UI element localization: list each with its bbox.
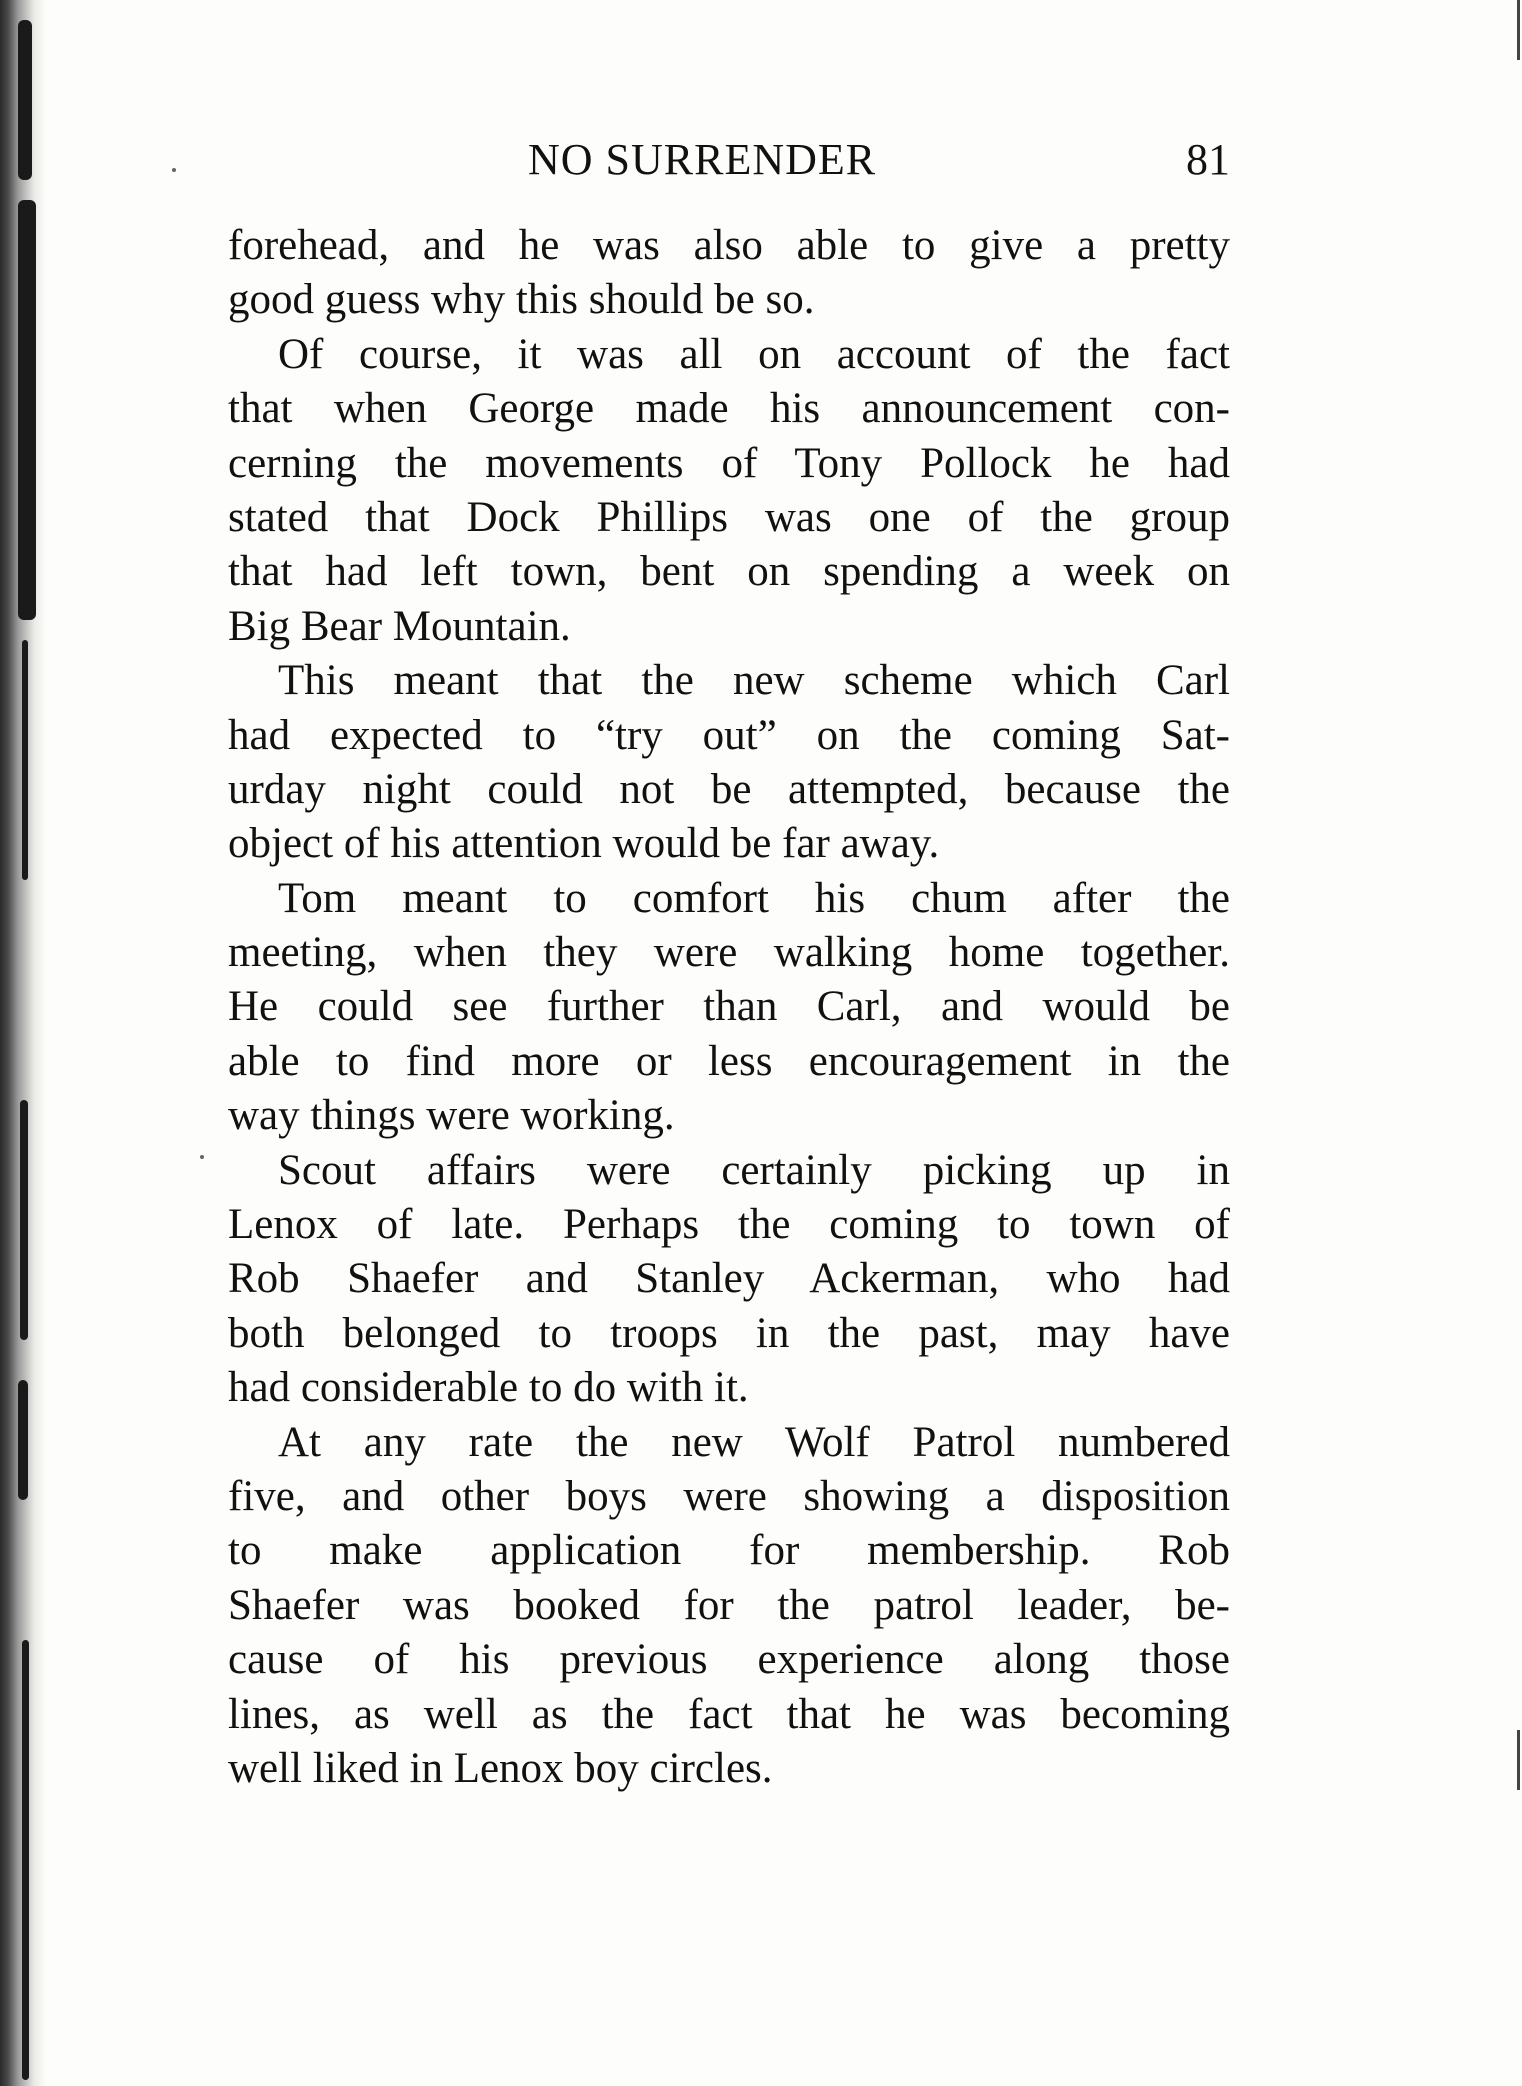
text-line: that had left town, bent on spending a week on bbox=[228, 548, 1230, 596]
text-line: Big Bear Mountain. bbox=[228, 602, 571, 650]
text-line: way things were working. bbox=[228, 1092, 675, 1140]
text-line: had expected to “try out” on the coming Sat- bbox=[228, 711, 1230, 759]
text-line: Scout affairs were certainly picking up in bbox=[278, 1146, 1230, 1194]
scan-speck bbox=[172, 168, 176, 172]
text-line: Rob Shaefer and Stanley Ackerman, who had bbox=[228, 1255, 1230, 1303]
page-number: 81 bbox=[1186, 135, 1230, 184]
text-line: had considerable to do with it. bbox=[228, 1364, 749, 1412]
binding-mark bbox=[20, 1100, 28, 1340]
running-title: NO SURRENDER bbox=[528, 135, 877, 184]
running-header bbox=[228, 130, 1230, 190]
text-line: stated that Dock Phillips was one of the group bbox=[228, 493, 1230, 541]
text-line: forehead, and he was also able to give a pretty bbox=[228, 222, 1230, 269]
text-line: to make application for membership. Rob bbox=[228, 1527, 1230, 1575]
right-edge-mark bbox=[1517, 0, 1520, 60]
text-line: object of his attention would be far away. bbox=[228, 820, 940, 868]
text-line: lines, as well as the fact that he was becoming bbox=[228, 1690, 1230, 1738]
text-line: well liked in Lenox boy circles. bbox=[228, 1744, 773, 1792]
text-line: cerning the movements of Tony Pollock he had bbox=[228, 439, 1230, 487]
text-line: five, and other boys were showing a disposition bbox=[228, 1472, 1230, 1520]
text-line: Tom meant to comfort his chum after the bbox=[278, 874, 1230, 922]
body-text bbox=[228, 219, 1230, 1796]
text-line: meeting, when they were walking home together. bbox=[228, 929, 1230, 977]
scan-speck bbox=[200, 1155, 204, 1159]
binding-mark bbox=[22, 1640, 29, 2080]
text-line: cause of his previous experience along those bbox=[228, 1636, 1230, 1684]
text-line: that when George made his announcement con- bbox=[228, 385, 1230, 433]
text-line: able to find more or less encouragement in the bbox=[228, 1037, 1230, 1085]
text-line: This meant that the new scheme which Carl bbox=[278, 657, 1230, 705]
binding-mark bbox=[18, 1380, 28, 1500]
text-line: both belonged to troops in the past, may have bbox=[228, 1309, 1230, 1357]
text-line: Lenox of late. Perhaps the coming to town of bbox=[228, 1201, 1230, 1249]
right-edge-mark bbox=[1517, 1730, 1520, 1790]
binding-mark bbox=[18, 200, 36, 620]
binding-mark bbox=[22, 640, 28, 880]
text-line: He could see further than Carl, and would be bbox=[228, 983, 1230, 1031]
text-line: Of course, it was all on account of the fact bbox=[278, 330, 1230, 378]
text-line: Shaefer was booked for the patrol leader, be- bbox=[228, 1581, 1230, 1629]
binding-mark bbox=[18, 20, 32, 180]
text-line: urday night could not be attempted, because the bbox=[228, 765, 1230, 813]
text-line: At any rate the new Wolf Patrol numbered bbox=[278, 1418, 1230, 1466]
text-line: good guess why this should be so. bbox=[228, 276, 815, 324]
